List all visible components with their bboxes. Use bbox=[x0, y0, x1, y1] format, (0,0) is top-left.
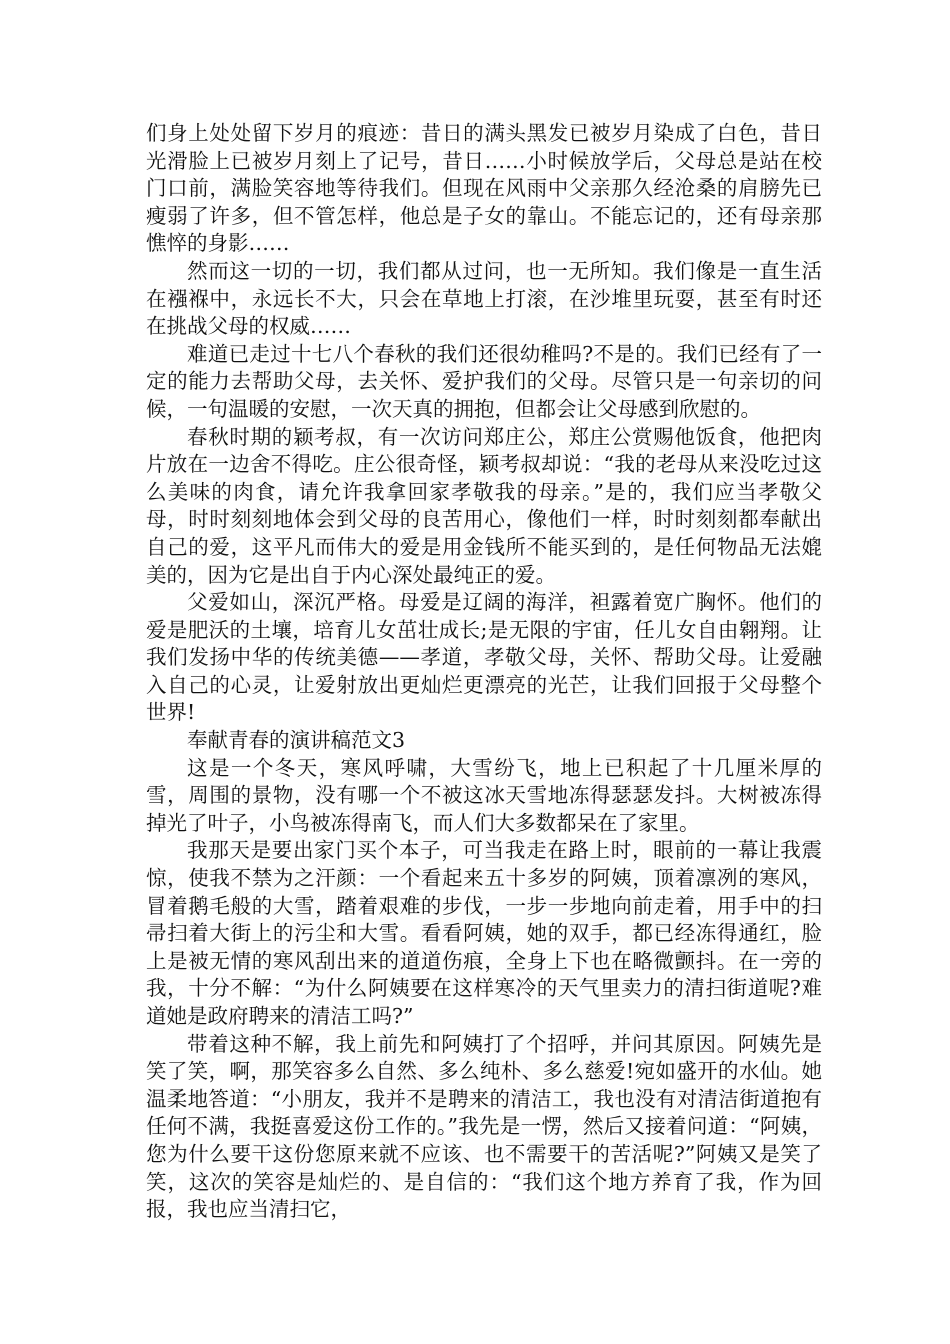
paragraph: 春秋时期的颖考叔，有一次访问郑庄公，郑庄公赏赐他饭食，他把肉片放在一边舍不得吃。庄公很奇怪，颖考叔却说：“我的老母从来没吃过这么美味的肉食，请允许我拿回家孝敬我的母亲。”是的，我们应当孝敬父母，时时刻刻地体会到父母的良苦用心，像他们一样，时时刻刻都奉献出自己的爱，这平凡而伟大的爱是用金钱所不能买到的，是任何物品无法媲美的，因为它是出自于内心深处最纯正的爱。 bbox=[146, 424, 822, 587]
paragraph: 父爱如山，深沉严格。母爱是辽阔的海洋，袒露着宽广胸怀。他们的爱是肥沃的土壤，培育儿女茁壮成长;是无限的宇宙，任儿女自由翱翔。让我们发扬中华的传统美德——孝道，孝敬父母，关怀、帮助父母。让爱融入自己的心灵，让爱射放出更灿烂更漂亮的光芒，让我们回报于父母整个世界! bbox=[146, 590, 822, 725]
paragraph: 带着这种不解，我上前先和阿姨打了个招呼，并问其原因。阿姨先是笑了笑，啊，那笑容多么自然、多么纯朴、多么慈爱!宛如盛开的水仙。她温柔地答道：“小朋友，我并不是聘来的清洁工，我也没有对清洁街道抱有任何不满，我挺喜爱这份工作的。”我先是一愣，然后又接着问道：“阿姨，您为什么要干这份您原来就不应该、也不需要干的苦活呢?”阿姨又是笑了笑，这次的笑容是灿烂的、是自信的：“我们这个地方养育了我，作为回报，我也应当清扫它， bbox=[146, 1031, 822, 1222]
paragraph: 我那天是要出家门买个本子，可当我走在路上时，眼前的一幕让我震惊，使我不禁为之汗颜：一个看起来五十多岁的阿姨，顶着凛冽的寒风，冒着鹅毛般的大雪，踏着艰难的步伐，一步一步地向前走着，用手中的扫帚扫着大街上的污尘和大雪。看看阿姨，她的双手，都已经冻得通红，脸上是被无情的寒风刮出来的道道伤痕，全身上下也在略微颤抖。在一旁的我，十分不解：“为什么阿姨要在这样寒冷的天气里卖力的清扫街道呢?难道她是政府聘来的清洁工吗?” bbox=[146, 838, 822, 1028]
document-page bbox=[146, 120, 822, 1224]
paragraph: 难道已走过十七八个春秋的我们还很幼稚吗?不是的。我们已经有了一定的能力去帮助父母，去关怀、爱护我们的父母。尽管只是一句亲切的问候，一句温暖的安慰，一次天真的拥抱，但都会让父母感到欣慰的。 bbox=[146, 341, 822, 421]
paragraph: 这是一个冬天，寒风呼啸，大雪纷飞，地上已积起了十几厘米厚的雪，周围的景物，没有哪一个不被这冰天雪地冻得瑟瑟发抖。大树被冻得掉光了叶子，小鸟被冻得南飞，而人们大多数都呆在了家里。 bbox=[146, 755, 822, 835]
section-heading: 奉献青春的演讲稿范文3 bbox=[187, 728, 406, 753]
paragraph: 然而这一切的一切，我们都从过问，也一无所知。我们像是一直生活在襁褓中，永远长不大，只会在草地上打滚，在沙堆里玩耍，甚至有时还在挑战父母的权威…… bbox=[146, 258, 822, 339]
paragraph: 们身上处处留下岁月的痕迹：昔日的满头黑发已被岁月染成了白色，昔日光滑脸上已被岁月刻上了记号，昔日……小时候放学后，父母总是站在校门口前，满脸笑容地等待我们。但现在风雨中父亲那久经沧桑的肩膀先已瘦弱了许多，但不管怎样，他总是子女的靠山。不能忘记的，还有母亲那憔悴的身影…… bbox=[146, 121, 822, 256]
